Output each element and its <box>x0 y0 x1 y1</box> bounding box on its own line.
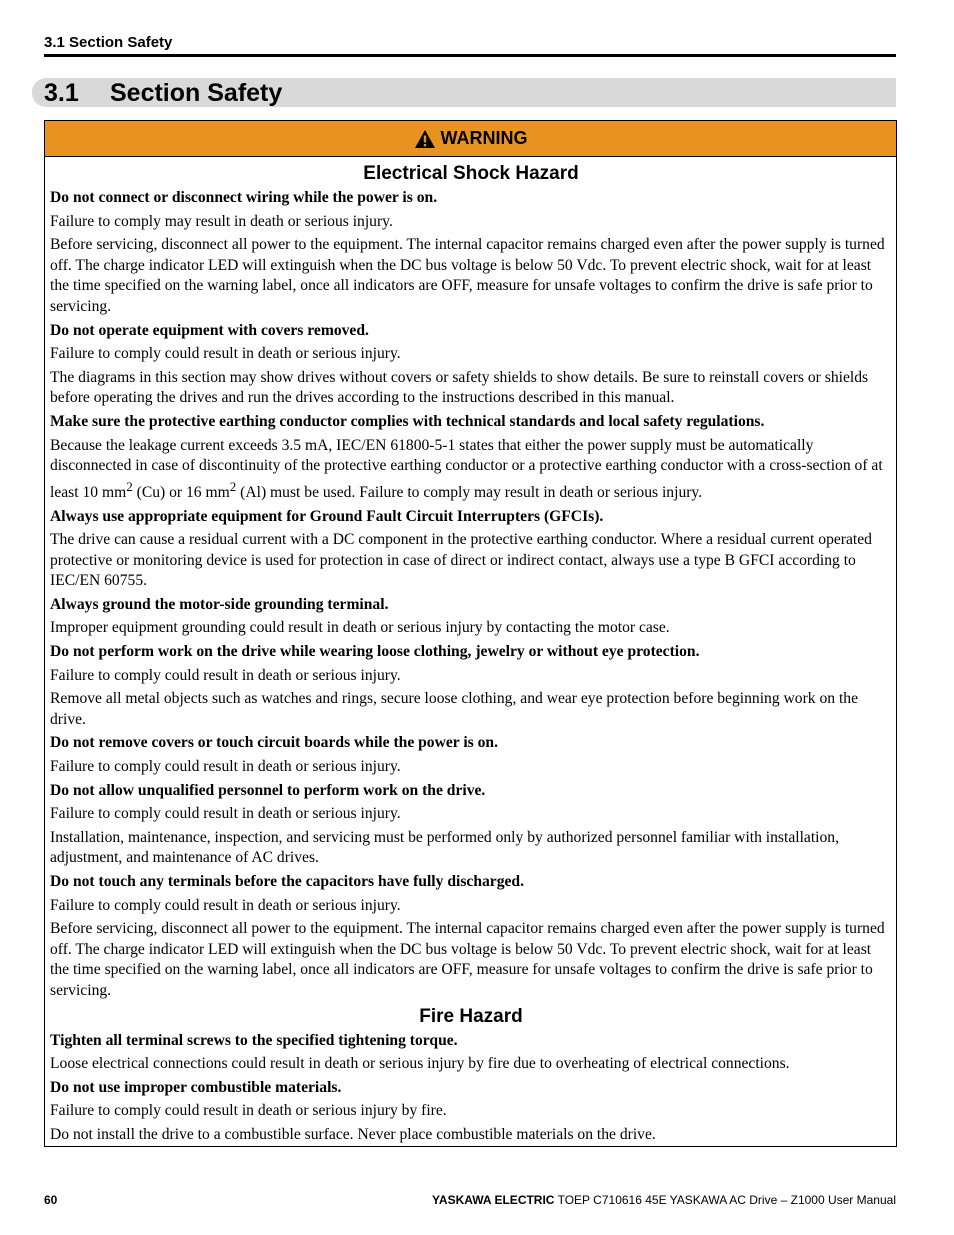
instruction-text: The drive can cause a residual current with a DC component in the protective earthing conductor. Where a residual current operated protective or monitoring device is used for protection in case of direct or indirect contact, always use a type B GFCI according to IEC/EN 60755. <box>50 531 872 590</box>
instruction-bold: Do not allow unqualified personnel to perform work on the drive. <box>50 781 486 799</box>
fire-hazard-title: Fire Hazard <box>419 1005 523 1027</box>
instruction-text: Failure to comply may result in death or serious injury. <box>50 212 393 230</box>
instruction-bold: Do not use improper combustible materials. <box>50 1078 342 1096</box>
superscript: 2 <box>126 478 133 494</box>
text-run: (Al) must be used. Failure to comply may result in death or serious injury. <box>236 483 703 501</box>
instruction-text: Loose electrical connections could result in death or serious injury by fire due to overheating of electrical connections. <box>50 1055 790 1073</box>
header-rule <box>44 54 896 57</box>
instruction-bold: Always ground the motor-side grounding terminal. <box>50 595 389 613</box>
instruction-text: Installation, maintenance, inspection, and servicing must be performed only by authorized personnel familiar with installation, adjustment, and maintenance of AC drives. <box>50 828 839 867</box>
instruction-bold: Do not operate equipment with covers removed. <box>50 321 369 339</box>
footer-brand: YASKAWA ELECTRIC <box>432 1193 555 1207</box>
instruction-bold: Always use appropriate equipment for Ground Fault Circuit Interrupters (GFCIs). <box>50 507 604 525</box>
instruction-text: Failure to comply could result in death or serious injury. <box>50 896 401 914</box>
text-run: (Cu) or 16 mm <box>132 483 230 501</box>
instruction-text: The diagrams in this section may show drives without covers or safety shields to show details. Be sure to reinstall covers or shields before operating the drives and run the drives according to the instructions described in this manual. <box>50 368 869 407</box>
instruction-text: Before servicing, disconnect all power to the equipment. The internal capacitor remains charged even after the power supply is turned off. The charge indicator LED will extinguish when the DC bus voltage is below 50 Vdc. To prevent electric shock, wait for at least the time specified on the warning label, once all indicators are OFF, measure for unsafe voltages to confirm the drive is safe prior to servicing. <box>50 920 885 999</box>
warning-body <box>45 162 896 1146</box>
instruction-text: Remove all metal objects such as watches and rings, secure loose clothing, and wear eye protection before beginning work on the drive. <box>50 690 859 728</box>
text-run: Because the leakage current exceeds 3.5 mA, IEC/EN 61800-5-1 states that either the power supply must be automatically disconnected in case of discontinuity of the protective earthing conductor or a protective earthing conductor with a cross-section of at least 10 mm <box>50 436 883 501</box>
instruction-text: Failure to comply could result in death or serious injury. <box>50 666 401 684</box>
instruction-text <box>50 436 892 504</box>
instruction-text: Failure to comply could result in death or serious injury by fire. <box>50 1102 447 1120</box>
instruction-bold: Do not touch any terminals before the capacitors have fully discharged. <box>50 873 524 890</box>
running-header: 3.1 Section Safety <box>44 34 173 51</box>
section-heading <box>44 77 282 109</box>
instruction-text: Failure to comply could result in death or serious injury. <box>50 805 401 823</box>
warning-header <box>45 121 896 157</box>
instruction-bold: Do not remove covers or touch circuit boards while the power is on. <box>50 734 498 752</box>
electrical-hazard-title: Electrical Shock Hazard <box>363 163 579 184</box>
instruction-text: Do not install the drive to a combustible surface. Never place combustible materials on the drive. <box>50 1125 656 1143</box>
instruction-bold: Tighten all terminal screws to the specified tightening torque. <box>50 1031 458 1049</box>
warning-box <box>44 120 897 1147</box>
section-title: Section Safety <box>110 79 283 107</box>
instruction-bold: Make sure the protective earthing conductor complies with technical standards and local safety regulations. <box>50 412 765 430</box>
instruction-text: Failure to comply could result in death or serious injury. <box>50 345 401 363</box>
footer-doc-title: TOEP C710616 45E YASKAWA AC Drive – Z1000 User Manual <box>554 1193 896 1207</box>
instruction-bold: Do not perform work on the drive while wearing loose clothing, jewelry or without eye protection. <box>50 643 700 661</box>
instruction-text: Improper equipment grounding could result in death or serious injury by contacting the motor case. <box>50 619 670 637</box>
warning-triangle-icon <box>414 129 436 149</box>
footer-doc-info <box>432 1193 896 1207</box>
page-number: 60 <box>44 1193 58 1207</box>
instruction-text: Before servicing, disconnect all power to the equipment. The internal capacitor remains charged even after the power supply is turned off. The charge indicator LED will extinguish when the DC bus voltage is below 50 Vdc. To prevent electric shock, wait for at least the time specified on the warning label, once all indicators are OFF, measure for unsafe voltages to confirm the drive is safe prior to servicing. <box>50 236 885 315</box>
section-number: 3.1 <box>44 79 79 107</box>
instruction-text: Failure to comply could result in death or serious injury. <box>50 758 401 776</box>
warning-label: WARNING <box>440 128 528 148</box>
superscript: 2 <box>229 478 237 494</box>
instruction-bold: Do not connect or disconnect wiring while the power is on. <box>50 189 438 206</box>
